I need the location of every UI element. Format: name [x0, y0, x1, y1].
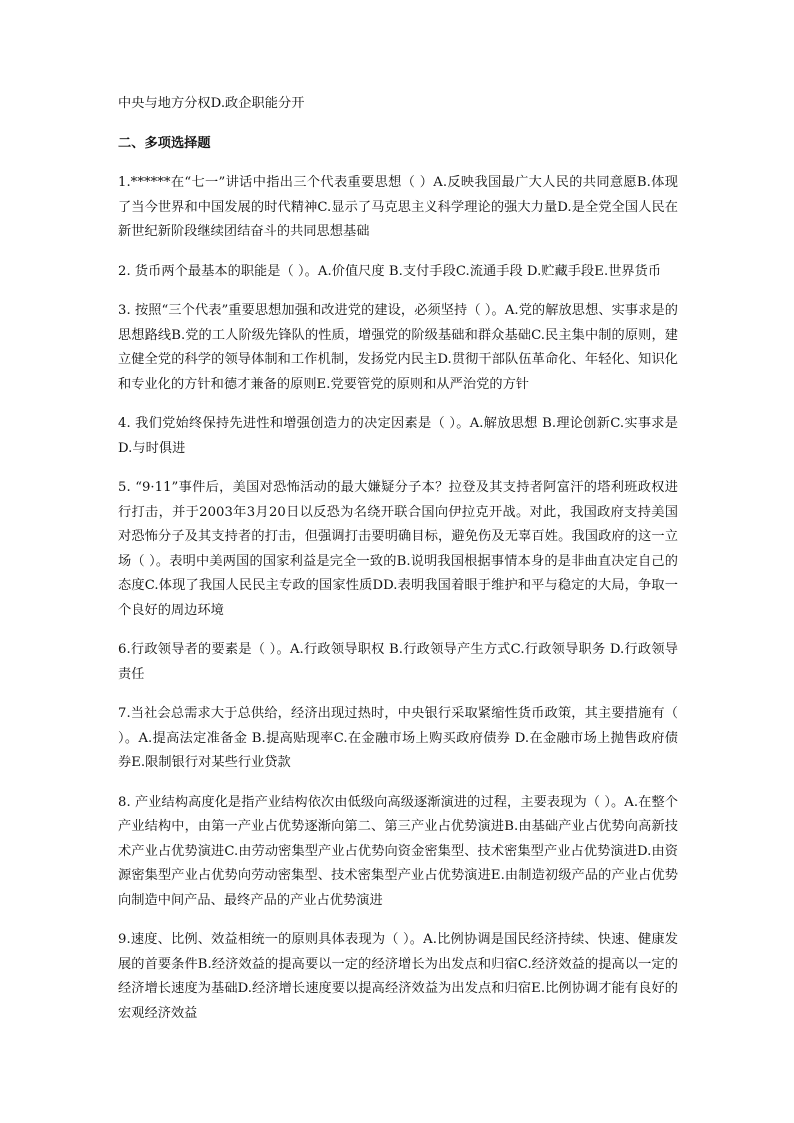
question-2: 2. 货币两个最基本的职能是（ ）。A.价值尺度 B.支付手段C.流通手段 D.贮藏手段E.世界货币 — [118, 263, 662, 279]
document-page — [118, 92, 678, 1026]
question-6: 6.行政领导者的要素是（ ）。A.行政领导职权 B.行政领导产生方式C.行政领导职务 D.行政领导责任 — [118, 642, 678, 682]
question-1: 1.******在“七一”讲话中指出三个代表重要思想（ ）A.反映我国最广大人民的共同意愿B.体现了当今世界和中国发展的时代精神C.显示了马克思主义科学理论的强大力量D.是全党全国人民在新世纪新阶段继续团结奋斗的共同思想基础 — [118, 175, 678, 239]
question-3: 3. 按照“三个代表”重要思想加强和改进党的建设，必须坚持（ ）。A.党的解放思想、实事求是的思想路线B.党的工人阶级先锋队的性质，增强党的阶级基础和群众基础C.民主集中制的原则，建立健全党的科学的领导体制和工作机制，发扬党内民主D.贯彻干部队伍革命化、年轻化、知识化和专业化的方针和德才兼备的原则E.党要管党的原则和从严治党的方针 — [118, 303, 678, 392]
question-9: 9.速度、比例、效益相统一的原则具体表现为（ ）。A.比例协调是国民经济持续、快速、健康发展的首要条件B.经济效益的提高要以一定的经济增长为出发点和归宿C.经济效益的提高以一定的经济增长速度为基础D.经济增长速度要以提高经济效益为出发点和归宿E.比例协调才能有良好的宏观经济效益 — [118, 932, 678, 1021]
section-heading: 二、多项选择题 — [118, 135, 211, 151]
question-8: 8. 产业结构高度化是指产业结构依次由低级向高级逐渐演进的过程，主要表现为（ ）。A.在整个产业结构中，由第一产业占优势逐渐向第二、第三产业占优势演进B.由基础产业占优势向高新技术产业占优势演进C.由劳动密集型产业占优势向资金密集型、技术密集型产业占优势演进D.由资源密集型产业占优势向劳动密集型、技术密集型产业占优势演进E.由制造初级产品的产业占优势向制造中间产品、最终产品的产业占优势演进 — [118, 794, 678, 908]
question-4: 4. 我们党始终保持先进性和增强创造力的决定因素是（ ）。A.解放思想 B.理论创新C.实事求是 D.与时俱进 — [118, 416, 678, 456]
question-5: 5. “9·11”事件后，美国对恐怖活动的最大嫌疑分子本？拉登及其支持者阿富汗的塔利班政权进行打击，并于2003年3月20日以反恐为名绕开联合国向伊拉克开战。对此，我国政府支持美国对恐怖分子及其支持者的打击，但强调打击要明确目标，避免伤及无辜百姓。我国政府的这一立场（ ）。表明中美两国的国家利益是完全一致的B.说明我国根据事情本身的是非曲直决定自己的态度C.体现了我国人民民主专政的国家性质DD.表明我国着眼于维护和平与稳定的大局，争取一个良好的周边环境 — [118, 480, 678, 618]
intro-line: 中央与地方分权D.政企职能分开 — [118, 96, 305, 111]
question-7: 7.当社会总需求大于总供给，经济出现过热时，中央银行采取紧缩性货币政策，其主要措施有（ ）。A.提高法定准备金 B.提高贴现率C.在金融市场上购买政府债券 D.在金融市场上抛售政府债券E.限制银行对某些行业贷款 — [118, 706, 678, 770]
